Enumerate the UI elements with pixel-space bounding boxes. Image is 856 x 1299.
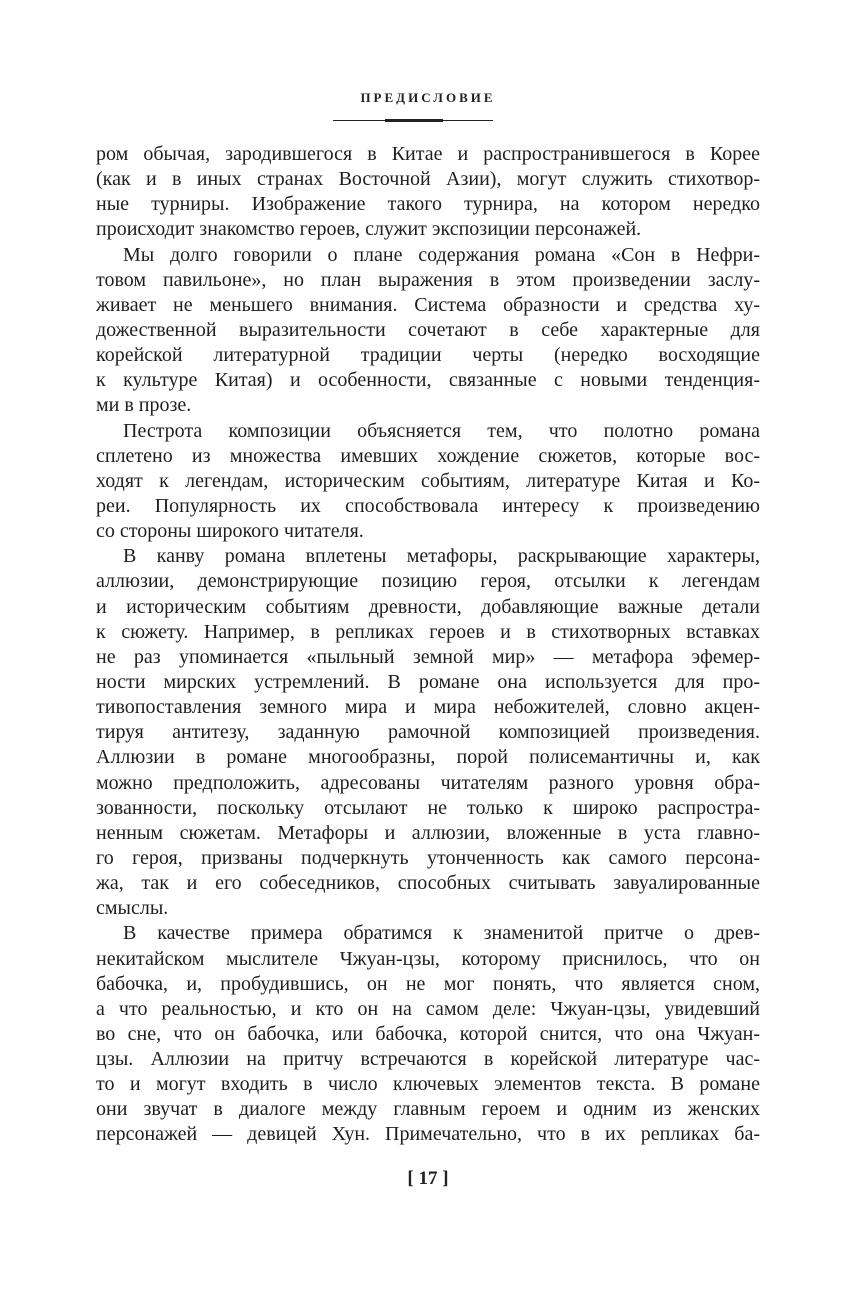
- text-line: В канву романа вплетены метафоры, раскрывающие характеры,: [123, 545, 760, 568]
- header-rule-ornament: [385, 119, 443, 122]
- text-line: тивопоставления земного мира и мира небожителей, словно акцен-: [96, 696, 760, 719]
- text-line: Аллюзии в романе многообразны, порой полисемантичны и, как: [96, 746, 760, 769]
- text-line: Пестрота композиции объясняется тем, что полотно романа: [123, 419, 760, 442]
- text-line: товом павильоне», но план выражения в этом произведении заслу-: [96, 268, 760, 291]
- text-line: ходят к легендам, историческим событиям, литературе Китая и Ко-: [96, 469, 760, 492]
- text-line: можно предположить, адресованы читателям разного уровня обра-: [96, 771, 760, 794]
- text-line: во сне, что он бабочка, или бабочка, которой снится, что она Чжуан-: [96, 1022, 760, 1045]
- paragraph: [96, 243, 760, 419]
- text-line: происходит знакомство героев, служит экспозиции персонажей.: [96, 218, 642, 241]
- paragraph: [96, 544, 760, 921]
- text-line: к культуре Китая) и особенности, связанные с новыми тенденция-: [96, 369, 760, 392]
- text-line: ные турниры. Изображение такого турнира, на котором нередко: [96, 193, 760, 216]
- text-line: а что реальностью, и кто он на самом деле: Чжуан-цзы, увидевший: [96, 997, 760, 1020]
- paragraph: [96, 419, 760, 545]
- text-line: живает не меньшего внимания. Система образности и средства ху-: [96, 293, 760, 316]
- text-line: ром обычая, зародившегося в Китае и распространившегося в Корее: [96, 143, 760, 165]
- text-line: то и могут входить в число ключевых элементов текста. В романе: [96, 1073, 760, 1096]
- text-line: не раз упоминается «пыльный земной мир» — метафора эфемер-: [96, 645, 760, 668]
- text-line: сплетено из множества имевших хождение сюжетов, которые вос-: [96, 444, 760, 467]
- text-line: корейской литературной традиции черты (нередко восходящие: [96, 344, 760, 367]
- text-line: персонажей — девицей Хун. Примечательно, что в их репликах ба-: [96, 1123, 760, 1146]
- body-text: [96, 142, 760, 1148]
- page-number: [ 17 ]: [407, 1168, 449, 1189]
- text-line: В качестве примера обратимся к знаменитой притче о древ-: [123, 922, 760, 945]
- text-line: го героя, призваны подчеркнуть утонченность как самого персона-: [96, 846, 760, 869]
- text-line: реи. Популярность их способствовала интересу к произведению: [96, 494, 760, 517]
- text-line: и историческим событиям древности, добавляющие важные детали: [96, 595, 760, 618]
- text-line: некитайском мыслителе Чжуан-цзы, которому приснилось, что он: [96, 947, 760, 970]
- text-line: зованности, поскольку отсылают не только к широко распростра-: [96, 796, 760, 819]
- text-line: к сюжету. Например, в репликах героев и в стихотворных вставках: [96, 620, 760, 643]
- text-line: ности мирских устремлений. В романе она используется для про-: [96, 670, 760, 693]
- text-line: Мы долго говорили о плане содержания романа «Сон в Нефри-: [123, 243, 760, 266]
- text-line: тируя антитезу, заданную рамочной композицией произведения.: [96, 721, 760, 744]
- paragraph: [96, 142, 760, 243]
- text-line: ненным сюжетам. Метафоры и аллюзии, вложенные в уста главно-: [96, 821, 760, 844]
- running-head: ПРЕДИСЛОВИЕ: [360, 90, 496, 105]
- text-line: дожественной выразительности сочетают в себе характерные для: [96, 318, 760, 341]
- text-line: они звучат в диалоге между главным героем и одним из женских: [96, 1098, 760, 1121]
- text-line: цзы. Аллюзии на притчу встречаются в корейской литературе час-: [96, 1048, 760, 1071]
- text-line: (как и в иных странах Восточной Азии), могут служить стихотвор-: [96, 168, 760, 191]
- text-line: ми в прозе.: [96, 394, 192, 417]
- paragraph: [96, 921, 760, 1147]
- text-line: смыслы.: [96, 897, 169, 920]
- text-line: со стороны широкого читателя.: [96, 520, 364, 543]
- text-line: аллюзии, демонстрирующие позицию героя, отсылки к легендам: [96, 570, 760, 593]
- text-line: бабочка, и, пробудившись, он не мог понять, что является сном,: [96, 972, 760, 995]
- text-line: жа, так и его собеседников, способных считывать завуалированные: [96, 872, 760, 895]
